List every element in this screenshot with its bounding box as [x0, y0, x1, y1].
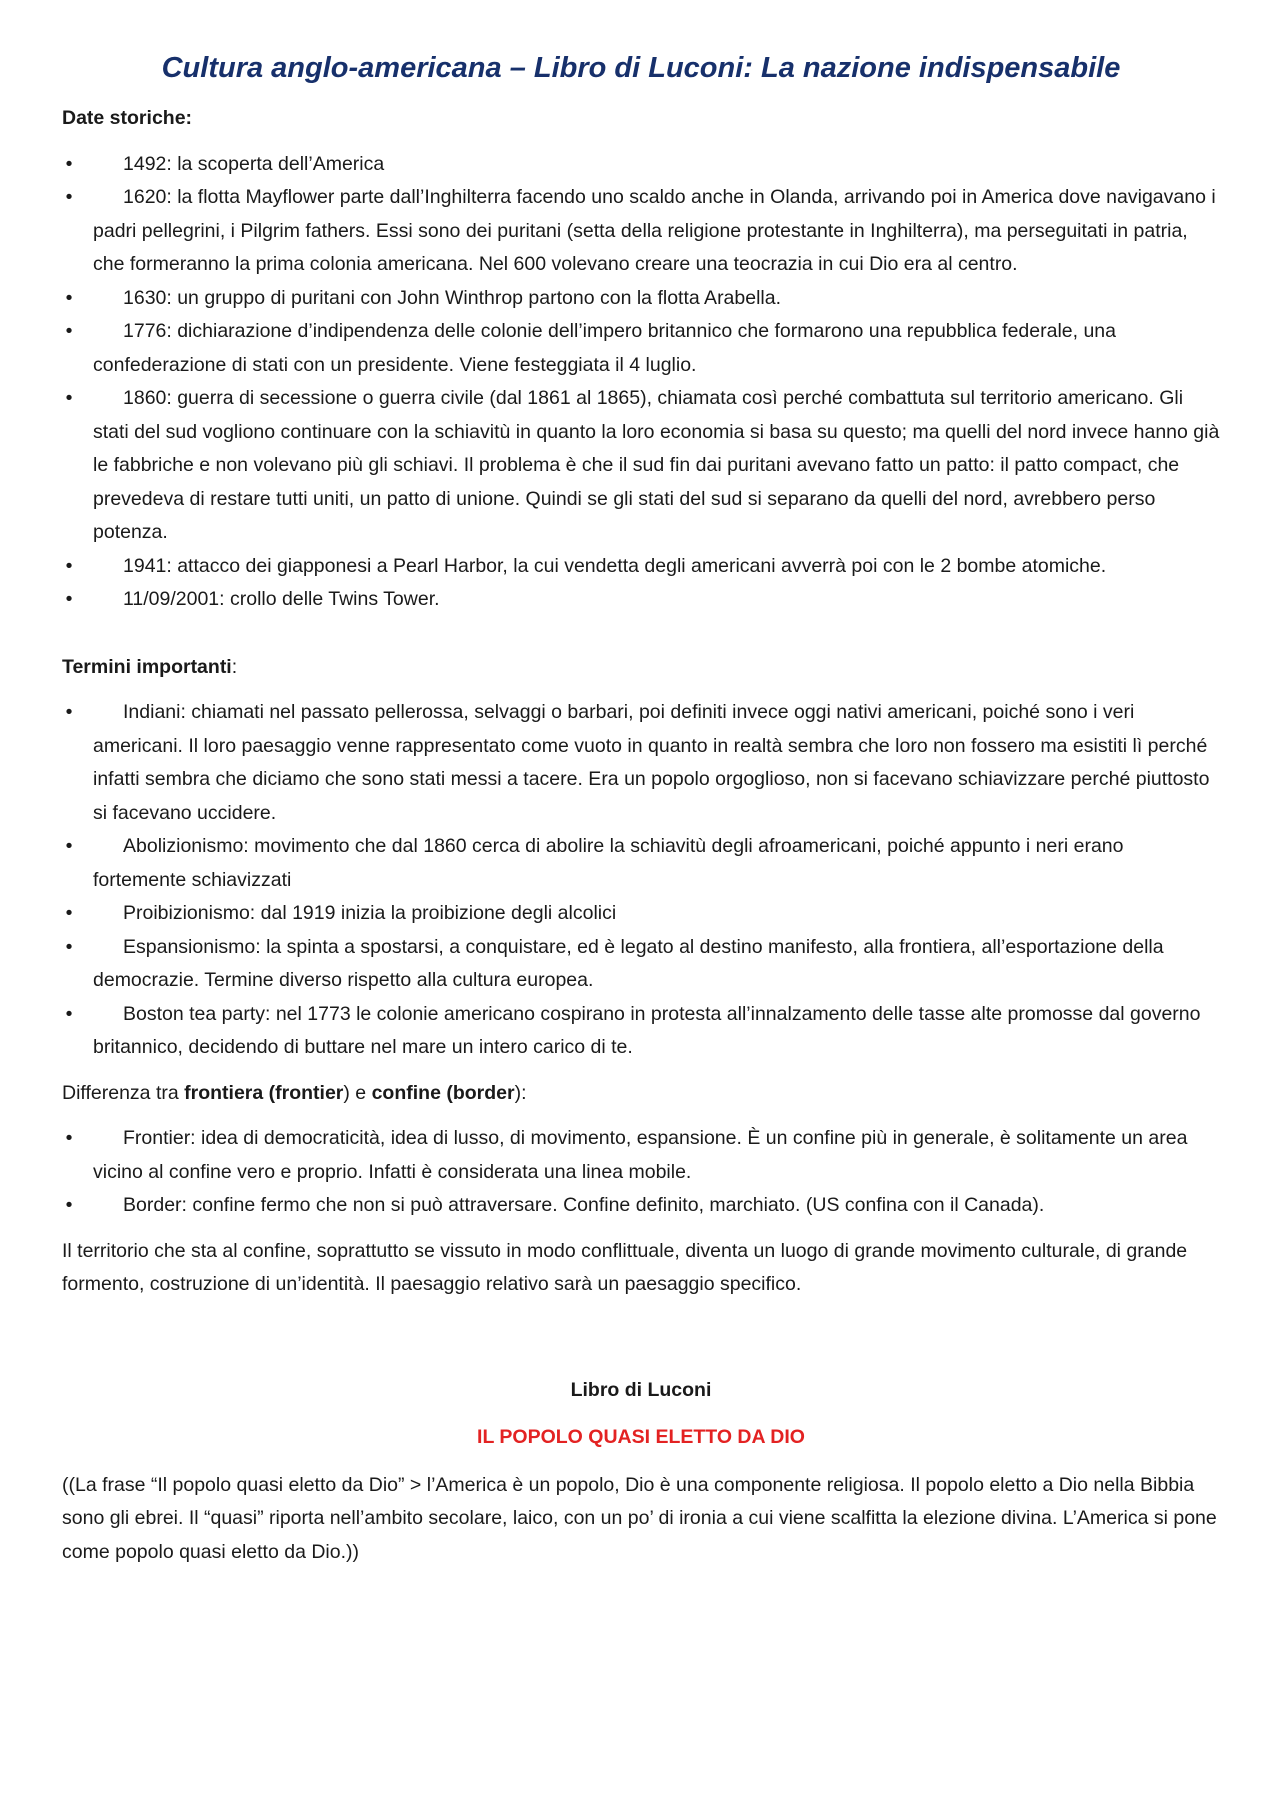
bullet-icon: • [65, 1127, 73, 1149]
list-item [62, 181, 1220, 282]
list-item-text: Boston tea party: nel 1773 le colonie americano cospirano in protesta all’innalzamento delle tasse alte promosse dal governo britannico, decidendo di buttare nel mare un intero carico di te. [93, 1002, 1201, 1058]
list-item [62, 897, 1220, 931]
list-item-text: 1860: guerra di secessione o guerra civile (dal 1861 al 1865), chiamata così perché combattuta sul territorio americano. Gli stati del sud vogliono continuare con la schiavitù in quanto la loro economia si basa su questo; ma quelli del nord invece hanno già le fabbriche e non volevano più gli schiavi. Il problema è che il sud fin dai puritani avevano fatto un patto: il patto compact, che prevedeva di restare tutti uniti, un patto di unione. Quindi se gli stati del sud si separano da quelli del nord, avrebbero perso potenza. [93, 387, 1220, 543]
bullet-icon: • [65, 320, 73, 342]
chapter-title: IL POPOLO QUASI ELETTO DA DIO [477, 1426, 805, 1448]
territory-paragraph: Il territorio che sta al confine, soprattutto se vissuto in modo conflittuale, diventa un luogo di grande movimento culturale, di grande formento, costruzione di un’identità. Il paesaggio relativo sarà un paesaggio specifico. [62, 1239, 1188, 1295]
list-item-text: 1492: la scoperta dell’America [123, 152, 385, 175]
list-item-text: Indiani: chiamati nel passato pellerossa, selvaggi o barbari, poi definiti invece oggi nativi americani, poiché sono i veri americani. Il loro paesaggio venne rappresentato come vuoto in quanto in realtà sembra che loro non fossero ma esistiti lì perché infatti sembra che diciamo che sono stati messi a tacere. Era un popolo orgoglioso, non si facevano schiavizzare perché piuttosto si facevano uccidere. [93, 701, 1210, 824]
bullet-icon: • [65, 286, 73, 309]
dates-heading: Date storiche: [62, 107, 193, 129]
bullet-icon: • [65, 935, 73, 958]
book-paragraph: ((La frase “Il popolo quasi eletto da Dio” > l’America è un popolo, Dio è una componente religiosa. Il popolo eletto a Dio nella Bibbia sono gli ebrei. Il “quasi” riporta nell’ambito secolare, laico, con un po’ di ironia a cui viene scalfitta la elezione divina. L’America si pone come popolo quasi eletto da Dio.)) [62, 1473, 1217, 1563]
list-item-text: 1630: un gruppo di puritani con John Winthrop partono con la flotta Arabella. [123, 286, 782, 309]
list-item [62, 282, 1220, 316]
list-item [62, 1122, 1220, 1189]
bullet-icon: • [65, 387, 73, 409]
bullet-icon: • [65, 554, 73, 577]
list-item [62, 830, 1220, 897]
terms-list [62, 696, 1220, 1065]
list-item [62, 382, 1220, 550]
bullet-icon: • [65, 152, 73, 175]
list-item [62, 583, 1220, 617]
list-item [62, 1189, 1220, 1223]
list-item [62, 696, 1220, 830]
page-title: Cultura anglo-americana – Libro di Luconi: La nazione indispensabile [161, 52, 1121, 84]
bullet-icon: • [65, 902, 73, 924]
terms-heading: Termini importanti: [62, 655, 238, 678]
list-item-text: Frontier: idea di democraticità, idea di lusso, di movimento, espansione. È un confine più in generale, è solitamente un area vicino al confine vero e proprio. Infatti è considerata una linea mobile. [93, 1127, 1188, 1183]
dates-list [62, 148, 1220, 617]
bullet-icon: • [65, 1002, 73, 1025]
list-item [62, 550, 1220, 584]
list-item [62, 315, 1220, 382]
list-item-text: 1941: attacco dei giapponesi a Pearl Harbor, la cui vendetta degli americani avverrà poi con le 2 bombe atomiche. [123, 554, 1107, 577]
bullet-icon: • [65, 186, 73, 208]
bullet-icon: • [65, 835, 73, 857]
bullet-icon: • [65, 1194, 73, 1216]
bullet-icon: • [65, 701, 73, 723]
list-item-text: Abolizionismo: movimento che dal 1860 cerca di abolire la schiavitù degli afroamericani, poiché appunto i neri erano fortemente schiavizzati [93, 835, 1124, 891]
bullet-icon: • [65, 588, 73, 610]
list-item-text: 11/09/2001: crollo delle Twins Tower. [123, 588, 440, 610]
list-item-text: 1776: dichiarazione d’indipendenza delle colonie dell’impero britannico che formarono una repubblica federale, una confederazione di stati con un presidente. Viene festeggiata il 4 luglio. [93, 320, 1116, 376]
list-item-text: Espansionismo: la spinta a spostarsi, a conquistare, ed è legato al destino manifesto, alla frontiera, all’esportazione della democrazie. Termine diverso rispetto alla cultura europea. [93, 935, 1164, 991]
list-item-text: Border: confine fermo che non si può attraversare. Confine definito, marchiato. (US confina con il Canada). [123, 1194, 1045, 1216]
book-title: Libro di Luconi [570, 1378, 712, 1401]
list-item [62, 931, 1220, 998]
list-item-text: 1620: la flotta Mayflower parte dall’Inghilterra facendo uno scaldo anche in Olanda, arrivando poi in America dove navigavano i padri pellegrini, i Pilgrim fathers. Essi sono dei puritani (setta della religione protestante in Inghilterra), ma perseguitati in patria, che formeranno la prima colonia americana. Nel 600 volevano creare una teocrazia in cui Dio era al centro. [93, 186, 1216, 275]
list-item [62, 998, 1220, 1065]
difference-list [62, 1122, 1220, 1223]
difference-heading: Differenza tra frontiera (frontier) e confine (border): [62, 1081, 527, 1104]
list-item [62, 148, 1220, 182]
list-item-text: Proibizionismo: dal 1919 inizia la proibizione degli alcolici [123, 902, 617, 924]
